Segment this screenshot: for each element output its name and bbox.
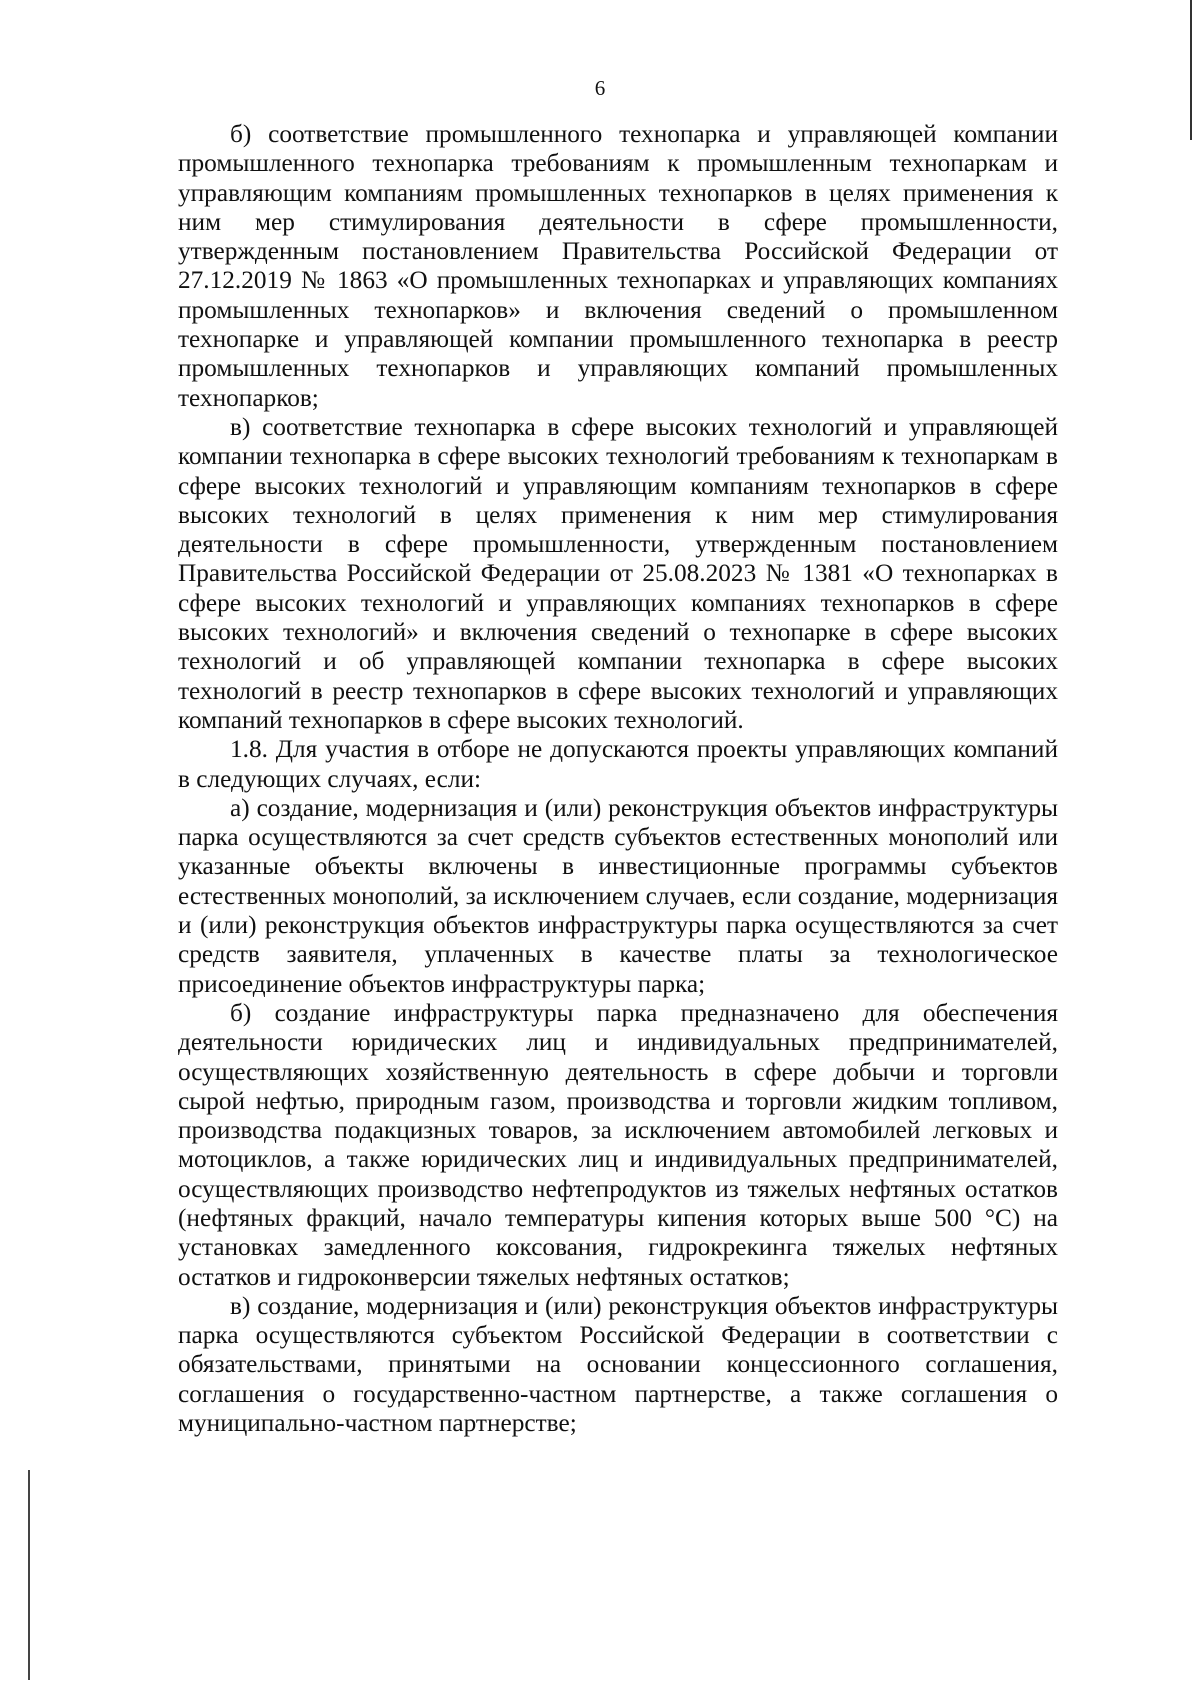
scan-border-right [1190, 0, 1192, 140]
paragraph-v-hightech-technopark: в) соответствие технопарка в сфере высоких технологий и управляющей компании технопарка в сфере высоких технологий требованиям к технопаркам в сфере высоких технологий и управляющим компаниям технопарков в сфере высоких технологий в целях применения к ним мер стимулирования деятельности в сфере промышленности, утвержденным постановлением Правительства Российской Федерации от 25.08.2023 № 1381 «О технопарках в сфере высоких технологий и управляющих компаниях технопарков в сфере высоких технологий» и включения сведений о технопарке в сфере высоких технологий и об управляющей компании технопарка в сфере высоких технологий в реестр технопарков в сфере высоких технологий и управляющих компаний технопарков в сфере высоких технологий. [178, 412, 1058, 734]
page-number: 6 [594, 76, 606, 100]
document-body [178, 120, 1058, 1438]
paragraph-1-8-exclusions: 1.8. Для участия в отборе не допускаются проекты управляющих компаний в следующих случаях, если: [178, 735, 1058, 793]
paragraph-v-concession-agreement: в) создание, модернизация и (или) реконструкция объектов инфраструктуры парка осуществляются субъектом Российской Федерации в соответствии с обязательствами, принятыми на основании концессионного соглашения, соглашения о государственно-частном партнерстве, а также соглашения о муниципально-частном партнерстве; [178, 1291, 1058, 1438]
paragraph-a-natural-monopolies: а) создание, модернизация и (или) реконструкция объектов инфраструктуры парка осуществляются за счет средств субъектов естественных монополий или указанные объекты включены в инвестиционные программы субъектов естественных монополий, за исключением случаев, если создание, модернизация и (или) реконструкция объектов инфраструктуры парка осуществляются за счет средств заявителя, уплаченных в качестве платы за технологическое присоединение объектов инфраструктуры парка; [178, 793, 1058, 998]
scan-border-left [28, 1470, 30, 1680]
paragraph-b-oil-gas-activity: б) создание инфраструктуры парка предназначено для обеспечения деятельности юридических лиц и индивидуальных предпринимателей, осуществляющих хозяйственную деятельность в сфере добычи и торговли сырой нефтью, природным газом, производства и торговли жидким топливом, производства подакцизных товаров, за исключением автомобилей легковых и мотоциклов, а также юридических лиц и индивидуальных предпринимателей, осуществляющих производство нефтепродуктов из тяжелых нефтяных остатков (нефтяных фракций, начало температуры кипения которых выше 500 °C) на установках замедленного коксования, гидрокрекинга тяжелых нефтяных остатков и гидроконверсии тяжелых нефтяных остатков; [178, 998, 1058, 1291]
paragraph-b-industrial-technopark: б) соответствие промышленного технопарка и управляющей компании промышленного технопарка требованиям к промышленным технопаркам и управляющим компаниям промышленных технопарков в целях применения к ним мер стимулирования деятельности в сфере промышленности, утвержденным постановлением Правительства Российской Федерации от 27.12.2019 № 1863 «О промышленных технопарках и управляющих компаниях промышленных технопарков» и включения сведений о промышленном технопарке и управляющей компании промышленного технопарка в реестр промышленных технопарков и управляющих компаний промышленных технопарков; [178, 120, 1058, 412]
